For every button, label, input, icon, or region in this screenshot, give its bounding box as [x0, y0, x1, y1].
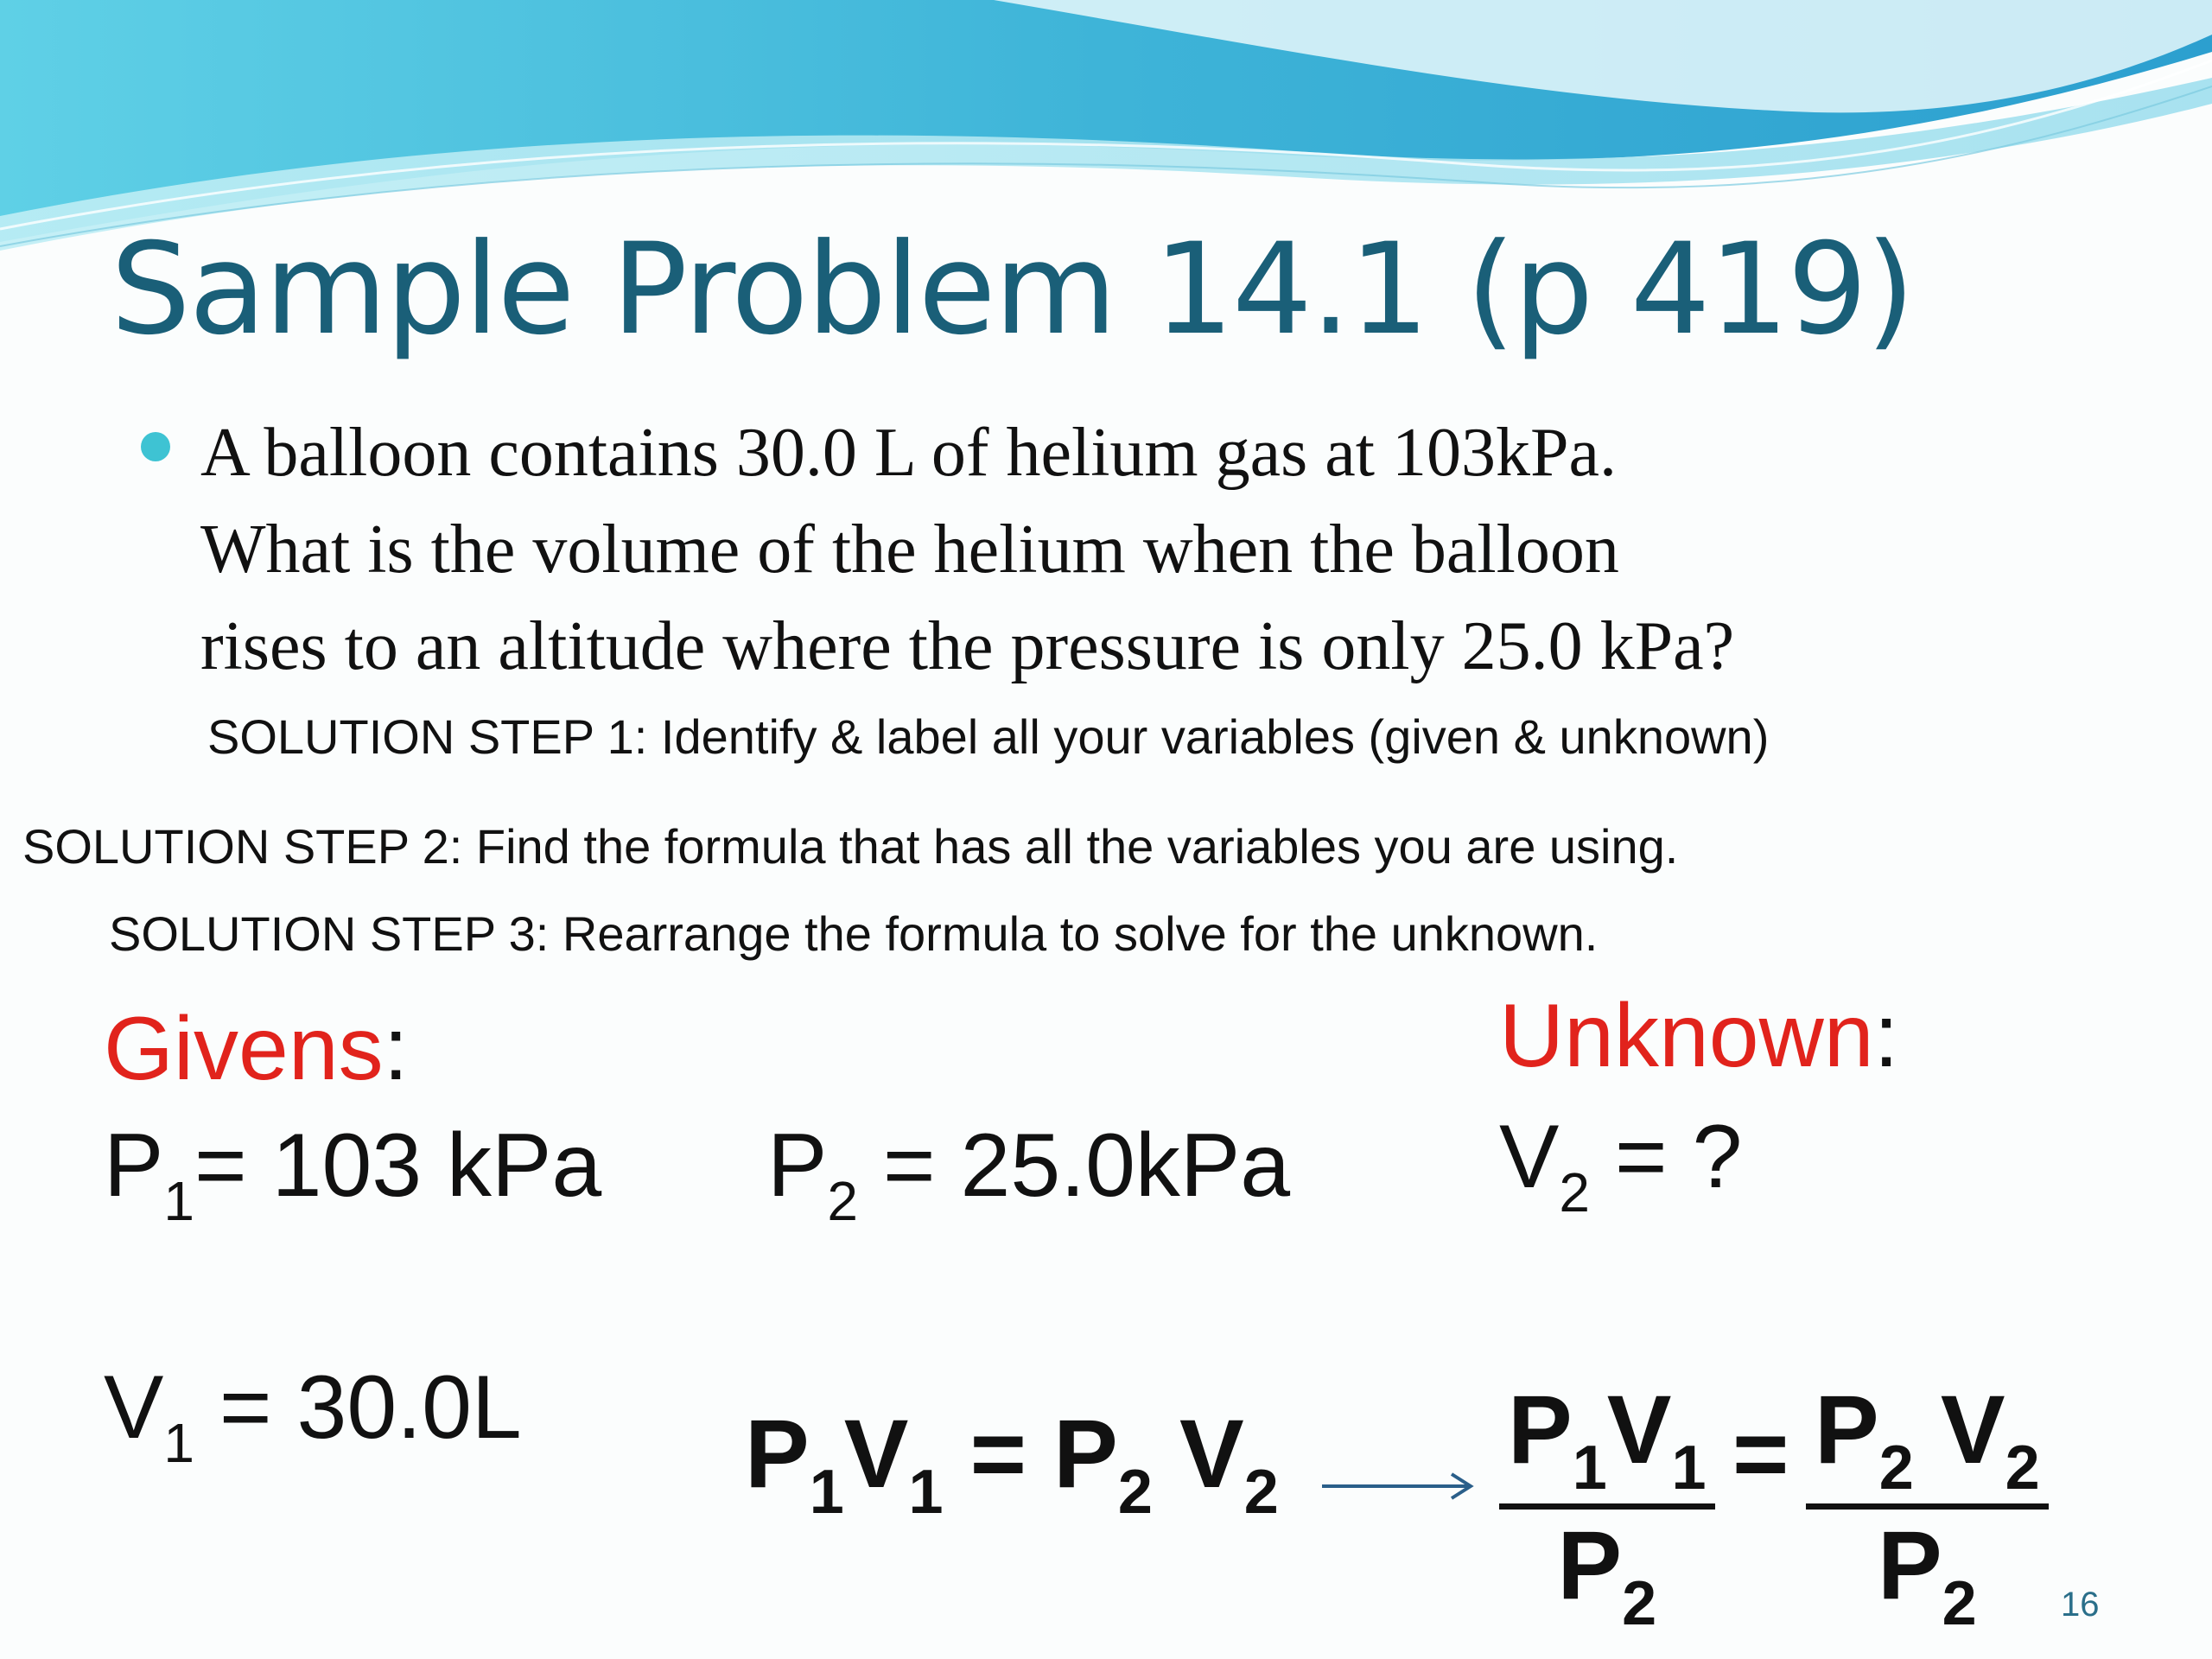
eq-v1: V	[843, 1400, 909, 1508]
eq-p2-sub: 2	[1117, 1458, 1153, 1527]
frac-den2-p2: P	[1877, 1511, 1942, 1619]
p1-value: = 103 kPa	[194, 1116, 602, 1216]
bullet-icon	[141, 432, 170, 461]
right-denominator	[1806, 1510, 2049, 1639]
eq-v2: V	[1179, 1400, 1244, 1508]
problem-line: A balloon contains 30.0 L of helium gas at 103kPa.	[200, 415, 1618, 491]
v2-value: = ?	[1589, 1107, 1743, 1207]
givens-heading	[104, 998, 409, 1101]
v1-symbol: V	[104, 1357, 164, 1458]
solution-step-1: SOLUTION STEP 1: Identify & label all your variables (given & unknown)	[207, 709, 1770, 764]
frac-p2-sub: 2	[1878, 1433, 1914, 1503]
v1-subscript: 1	[163, 1412, 194, 1474]
p2-subscript: 2	[827, 1170, 858, 1232]
v2-symbol: V	[1499, 1107, 1560, 1207]
eq-p1-sub: 1	[809, 1458, 844, 1527]
problem-line: rises to an altitude where the pressure is only 25.0 kPa?	[200, 608, 1735, 684]
frac-v2: V	[1940, 1376, 2005, 1484]
unknown-heading	[1499, 985, 1898, 1088]
p2-value: = 25.0kPa	[857, 1116, 1291, 1216]
given-p2	[767, 1115, 1290, 1233]
givens-colon: :	[383, 999, 409, 1099]
rearranged-right-fraction	[1806, 1374, 2049, 1639]
frac-den2-p2-sub: 2	[1942, 1569, 1977, 1638]
frac-den-p2-sub: 2	[1622, 1569, 1657, 1638]
unknown-colon: :	[1873, 986, 1899, 1086]
solution-step-2: SOLUTION STEP 2: Find the formula that has all the variables you are using.	[22, 819, 1679, 874]
unknown-label: Unknown	[1499, 986, 1874, 1086]
eq-p2: P	[1053, 1400, 1118, 1508]
v2-subscript: 2	[1559, 1161, 1590, 1224]
solution-step-3: SOLUTION STEP 3: Rearrange the formula to solve for the unknown.	[109, 906, 1599, 961]
frac-v1: V	[1606, 1376, 1672, 1484]
v1-value: = 30.0L	[194, 1357, 522, 1458]
frac-p2: P	[1815, 1376, 1879, 1484]
frac-v1-sub: 1	[1671, 1433, 1707, 1503]
frac-p1-sub: 1	[1572, 1433, 1607, 1503]
p1-symbol: P	[104, 1116, 164, 1216]
right-numerator	[1806, 1374, 2049, 1510]
given-v1	[104, 1357, 522, 1475]
problem-line: What is the volume of the helium when the balloon	[200, 512, 1619, 588]
p2-symbol: P	[767, 1116, 828, 1216]
slide-number: 16	[2061, 1586, 2100, 1624]
eq-v2-sub: 2	[1243, 1458, 1279, 1527]
right-arrow-icon	[1322, 1469, 1478, 1503]
given-p1	[104, 1115, 601, 1233]
eq-equals: =	[943, 1400, 1054, 1508]
frac-v2-sub: 2	[2005, 1433, 2040, 1503]
boyles-law-equation	[745, 1398, 1279, 1528]
left-denominator	[1499, 1510, 1715, 1639]
rearranged-equals: =	[1732, 1400, 1789, 1508]
rearranged-left-fraction	[1499, 1374, 1715, 1639]
unknown-v2	[1499, 1106, 1742, 1224]
eq-v1-sub: 1	[908, 1458, 944, 1527]
problem-text	[200, 404, 1734, 695]
p1-subscript: 1	[163, 1170, 194, 1232]
left-numerator	[1499, 1374, 1715, 1510]
frac-den-p2: P	[1557, 1511, 1623, 1619]
eq-p1: P	[745, 1400, 810, 1508]
givens-label: Givens	[104, 999, 384, 1099]
frac-p1: P	[1508, 1376, 1573, 1484]
slide-title: Sample Problem 14.1 (p 419)	[111, 216, 1914, 363]
